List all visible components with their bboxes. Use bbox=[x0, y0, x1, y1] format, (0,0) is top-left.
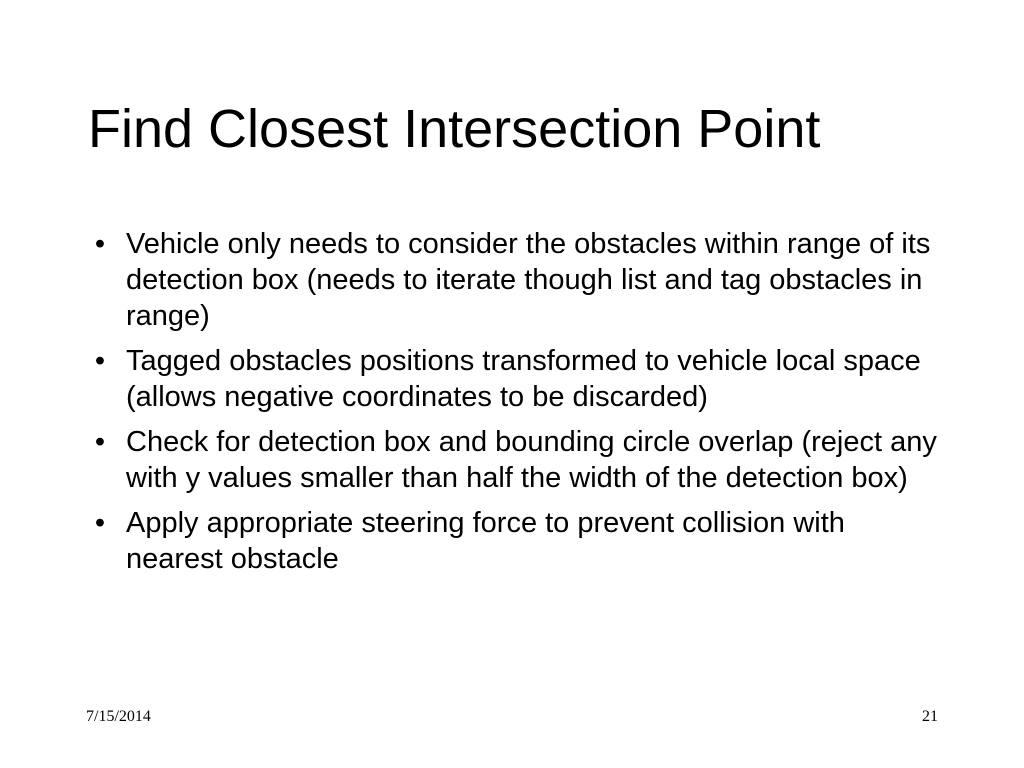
footer-date: 7/15/2014 bbox=[86, 708, 151, 725]
bullet-dot-icon: • bbox=[94, 507, 106, 539]
bullet-item bbox=[88, 343, 948, 415]
bullet-item bbox=[88, 505, 948, 577]
slide-title: Find Closest Intersection Point bbox=[88, 99, 821, 159]
bullet-dot-icon: • bbox=[94, 426, 106, 458]
bullet-dot-icon: • bbox=[94, 345, 106, 377]
bullet-text: Apply appropriate steering force to prevent collision with nearest obstacle bbox=[126, 507, 845, 575]
bullet-item bbox=[88, 424, 948, 496]
bullet-dot-icon: • bbox=[94, 228, 106, 260]
page-number: 21 bbox=[922, 708, 938, 725]
bullet-item bbox=[88, 226, 948, 334]
bullet-text: Vehicle only needs to consider the obstacles within range of its detection box (needs to iterate though list and tag obstacles in range) bbox=[126, 228, 931, 332]
bullet-text: Tagged obstacles positions transformed to vehicle local space (allows negative coordinates to be discarded) bbox=[126, 345, 921, 413]
bullet-text: Check for detection box and bounding circle overlap (reject any with y values smaller than half the width of the detection box) bbox=[126, 426, 937, 494]
bullet-list bbox=[88, 226, 948, 586]
